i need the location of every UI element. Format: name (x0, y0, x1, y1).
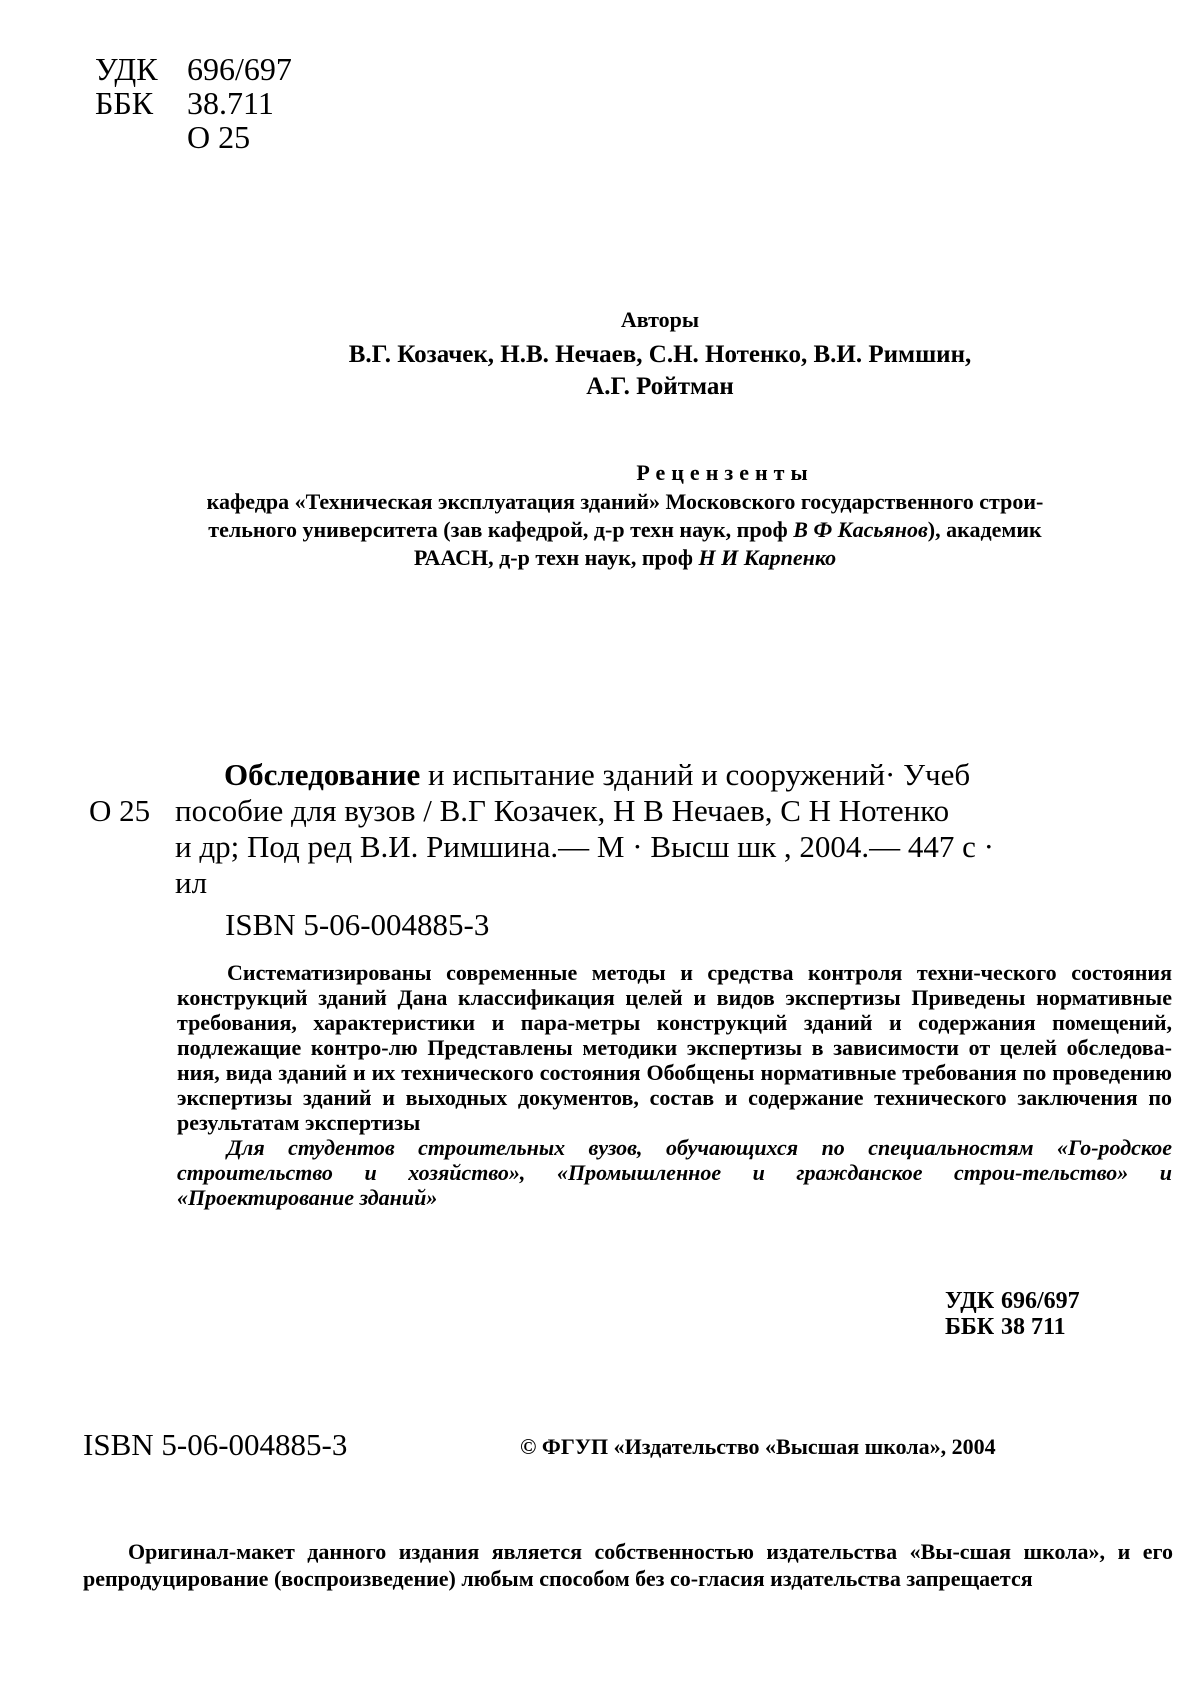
classification-block-top (95, 52, 292, 154)
reviewers-text (80, 488, 1170, 572)
reviewers-line-2 (80, 516, 1170, 544)
annotation-block (177, 960, 1172, 1210)
rights-notice-text: Оригинал-макет данного издания является собственностью издательства «Вы-сшая школа», и его репродуцирование (воспроизведение) любым способом без со-гласия издательства запрещается (83, 1539, 1173, 1591)
book-title: Обследование (224, 757, 421, 792)
reviewers-line-3-text: РААСН, д-р техн наук, проф (413, 545, 699, 570)
biblio-line-2 (89, 793, 1174, 829)
bbk-value: 38.711 (187, 85, 274, 121)
authors-line-2: А.Г. Ройтман (586, 373, 734, 400)
udk-value: 696/697 (187, 51, 292, 87)
biblio-code: О 25 (89, 793, 151, 828)
audience-paragraph: Для студентов строительных вузов, обучающихся по специальностям «Го-родское строительство и хозяйство», «Промышленное и гражданское строи-тельство» и «Проектирование зданий» (177, 1135, 1172, 1210)
classification-block-bottom (945, 1288, 1080, 1340)
copyright-notice: © ФГУП «Издательство «Высшая школа», 2004 (520, 1434, 996, 1459)
biblio-line-1-text: и испытание зданий и сооружений· Учеб (420, 757, 971, 792)
biblio-line-2-text: пособие для вузов / В.Г Козачек, Н В Нечаев, С Н Нотенко (175, 793, 950, 828)
authors-header: Авторы (620, 307, 700, 332)
udk-value-bottom: 696/697 (1001, 1288, 1080, 1314)
biblio-line-4: ил (175, 865, 208, 900)
bbk-label-bottom: ББК (945, 1314, 995, 1340)
reviewer-name-kasyanov: В Ф Касьянов (793, 517, 928, 542)
udk-label: УДК (95, 51, 158, 87)
bbk-line-bottom (945, 1314, 1080, 1340)
rights-notice (83, 1538, 1173, 1592)
isbn-record: ISBN 5-06-004885-3 (225, 907, 490, 942)
reviewers-line-2-text: тельного университета (зав кафедрой, д-р техн наук, проф (208, 517, 794, 542)
reviewers-header: Рецензенты (636, 460, 814, 485)
authors-block (150, 305, 1170, 403)
udk-line (95, 52, 292, 86)
authors-list (150, 339, 1170, 403)
biblio-line-3: и др; Под ред В.И. Римшина.— М · Высш шк , 2004.— 447 с · (175, 829, 994, 864)
isbn-footer: ISBN 5-06-004885-3 (83, 1427, 348, 1462)
bbk-value-bottom: 38 711 (1001, 1314, 1066, 1340)
bbk-label: ББК (95, 85, 154, 121)
udk-label-bottom: УДК (945, 1288, 995, 1314)
bibliographic-record (89, 757, 1174, 901)
annotation-paragraph: Систематизированы современные методы и средства контроля техни-ческого состояния конструкций зданий Дана классификация целей и видов экспертизы Приведены нормативные требования, характеристики и пара-метры конструкций зданий и содержания помещений, подлежащие контро-лю Представлены методики экспертизы в зависимости от целей обследова-ния, вида зданий и их технического состояния Обобщены нормативные требования по проведению экспертизы зданий и выходных документов, состав и содержание технического заключения по результатам экспертизы (177, 960, 1172, 1135)
authors-line-1: В.Г. Козачек, Н.В. Нечаев, С.Н. Нотенко, В.И. Римшин, (348, 341, 972, 368)
author-sign-line (95, 120, 292, 154)
udk-line-bottom (945, 1288, 1080, 1314)
reviewer-name-karpenko: Н И Карпенко (698, 545, 837, 570)
reviewers-line-2-tail: ), академик (927, 517, 1042, 542)
reviewers-line-3 (80, 544, 1170, 572)
bbk-line (95, 86, 292, 120)
author-sign: О 25 (187, 119, 251, 155)
reviewers-line-1: кафедра «Техническая эксплуатация зданий» Московского государственного строи- (206, 489, 1044, 514)
biblio-line-1 (89, 757, 1174, 793)
reviewers-block (80, 458, 1170, 572)
